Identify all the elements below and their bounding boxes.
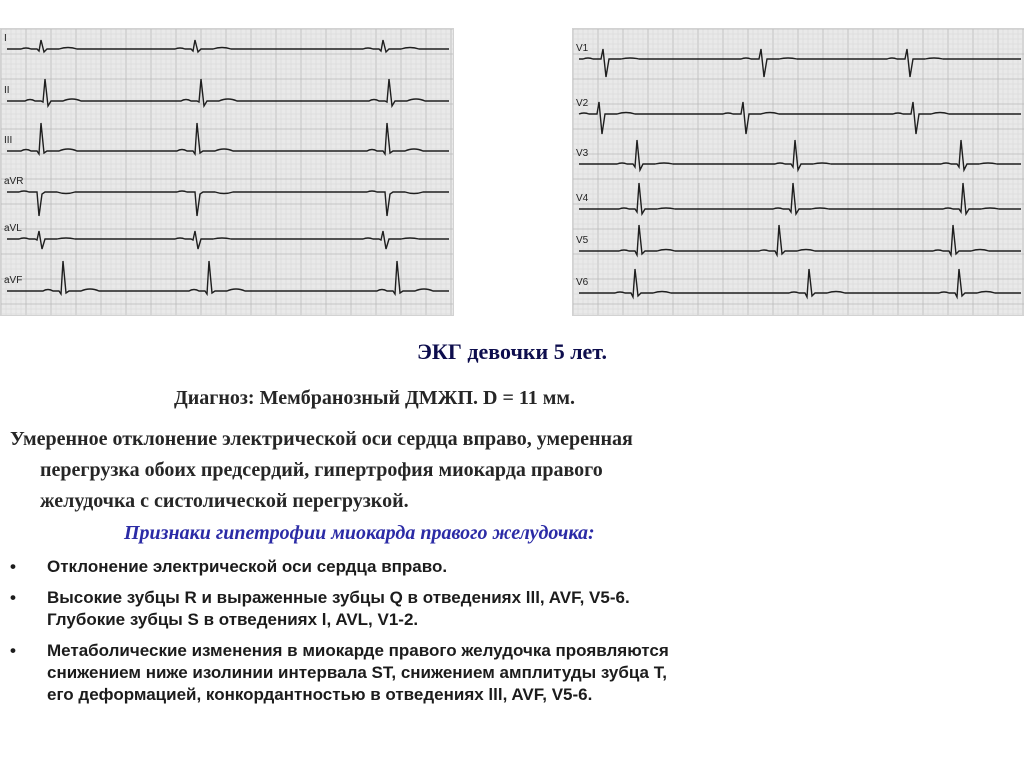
lead-label: aVL [4,223,22,234]
bullet-marker: • [10,557,16,576]
summary-line: Умеренное отклонение электрической оси сердца вправо, умеренная [10,428,633,450]
ecg-trace-avr [7,191,449,216]
list-item [10,556,1010,578]
list-item-line: Метаболические изменения в миокарде правого желудочка проявляются [47,641,669,660]
lead-label: III [4,135,13,146]
lead-label: I [4,33,7,44]
lead-label: V1 [576,43,589,54]
ecg-trace-v4 [579,183,1021,214]
ecg-limb-leads-image [0,28,454,316]
list-item [10,640,1010,706]
ecg-trace-i [7,40,449,52]
ecg-trace-v5 [579,225,1021,255]
list-item-line: Высокие зубцы R и выраженные зубцы Q в отведениях lll, AVF, V5-6. [47,588,630,607]
signs-list [10,556,1010,715]
ecg-trace-v3 [579,140,1021,170]
ecg-trace-iii [7,123,449,154]
list-item-line: Глубокие зубцы S в отведениях l, AVL, V1-2. [47,610,419,629]
ecg-trace-v6 [579,269,1021,297]
ecg-trace-v1 [579,49,1021,77]
lead-label: V4 [576,193,589,204]
ecg-limb-leads-trace [1,29,453,315]
section-subheading: Признаки гипетрофии миокарда правого желудочка: [124,522,595,544]
list-item-line: снижением ниже изолинии интервала ST, снижением амплитуды зубца T, [47,663,667,682]
lead-label: V6 [576,277,589,288]
lead-label: II [4,85,10,96]
list-item-line: Отклонение электрической оси сердца вправо. [47,557,448,576]
lead-label: aVR [4,176,24,187]
lead-label: V3 [576,148,589,159]
list-item [10,587,1010,631]
ecg-trace-avl [7,231,449,249]
list-item-line: его деформацией, конкордантностью в отведениях lll, AVF, V5-6. [47,685,593,704]
summary-line: желудочка с систолической перегрузкой. [40,490,409,512]
bullet-marker: • [10,641,16,660]
bullet-marker: • [10,588,16,607]
slide-title: ЭКГ девочки 5 лет. [417,339,607,364]
ecg-chest-leads-image [572,28,1024,316]
ecg-chest-leads-trace [573,29,1024,315]
summary-line: перегрузка обоих предсердий, гипертрофия миокарда правого [40,459,603,481]
lead-label: aVF [4,275,23,286]
ecg-trace-ii [7,79,449,106]
diagnosis-line: Диагноз: Мембранозный ДМЖП. D = 11 мм. [174,387,575,409]
lead-label: V5 [576,235,589,246]
summary-paragraph [10,424,1010,517]
lead-label: V2 [576,98,589,109]
